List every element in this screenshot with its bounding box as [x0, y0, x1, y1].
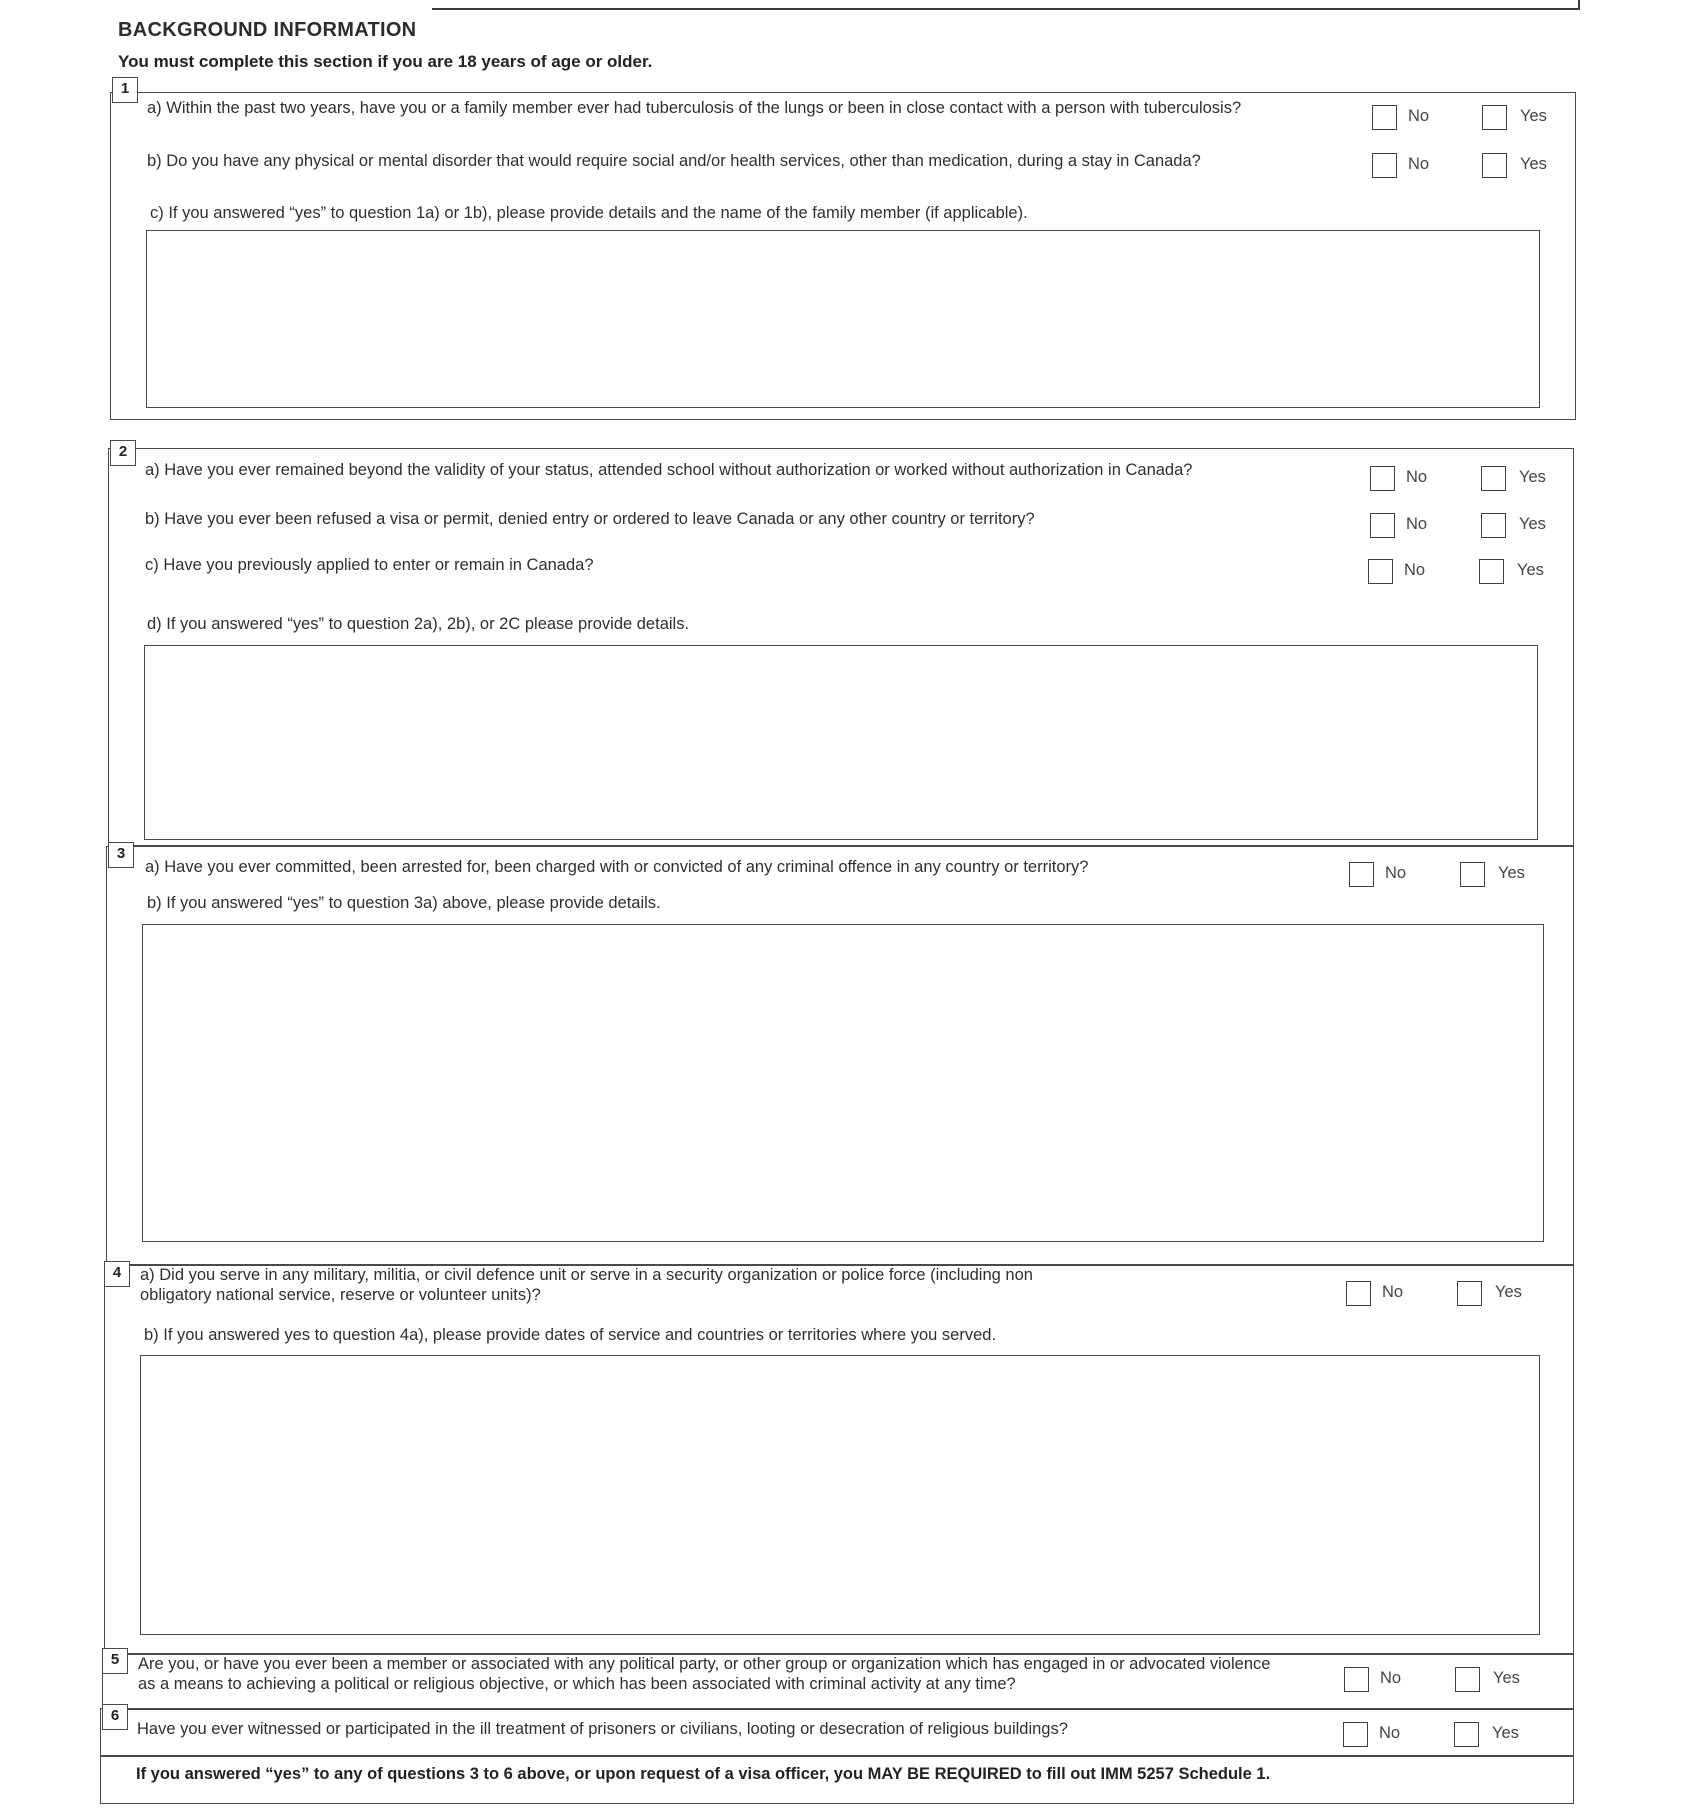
question-2c: c) Have you previously applied to enter or remain in Canada?: [145, 556, 594, 574]
q3a-yes-label: Yes: [1498, 864, 1525, 882]
section-instruction: You must complete this section if you are 18 years of age or older.: [118, 52, 653, 71]
q2b-no-checkbox[interactable]: [1370, 513, 1395, 538]
q4a-no-checkbox[interactable]: [1346, 1281, 1371, 1306]
question-3a: a) Have you ever committed, been arrested for, been charged with or convicted of any criminal offence in any country or territory?: [145, 858, 1089, 876]
section-1-number: 1: [112, 77, 138, 103]
page-title: BACKGROUND INFORMATION: [118, 19, 417, 41]
section-4-number: 4: [104, 1261, 130, 1287]
q1a-no-label: No: [1408, 107, 1430, 125]
question-4a-line1: a) Did you serve in any military, militia, or civil defence unit or serve in a security organization or police force (including non: [140, 1266, 1033, 1284]
q3a-no-checkbox[interactable]: [1349, 862, 1374, 887]
q2a-no-label: No: [1406, 468, 1428, 486]
schedule-1-notice: If you answered “yes” to any of questions 3 to 6 above, or upon request of a visa officer, you MAY BE REQUIRED to fill out IMM 5257 Schedule 1.: [136, 1765, 1271, 1783]
q1b-no-checkbox[interactable]: [1372, 153, 1397, 178]
q2b-no-label: No: [1406, 515, 1428, 533]
q6-no-checkbox[interactable]: [1343, 1722, 1368, 1747]
top-border-corner: [1578, 0, 1580, 10]
q1b-no-label: No: [1408, 155, 1430, 173]
question-6: Have you ever witnessed or participated in the ill treatment of prisoners or civilians, looting or desecration of religious buildings?: [137, 1720, 1068, 1738]
question-3b: b) If you answered “yes” to question 3a) above, please provide details.: [147, 894, 661, 912]
q5-yes-checkbox[interactable]: [1455, 1667, 1480, 1692]
q2c-yes-checkbox[interactable]: [1479, 559, 1504, 584]
section-3-number: 3: [108, 842, 134, 868]
q1a-yes-label: Yes: [1520, 107, 1547, 125]
question-1a: a) Within the past two years, have you or a family member ever had tuberculosis of the lungs or been in close contact with a person with tuberculosis?: [147, 99, 1242, 117]
q6-no-label: No: [1379, 1724, 1401, 1742]
q2c-no-label: No: [1404, 561, 1426, 579]
q1b-yes-label: Yes: [1520, 155, 1547, 173]
footer-divider: [100, 1755, 1574, 1757]
question-2a: a) Have you ever remained beyond the validity of your status, attended school without authorization or worked without authorization in Canada?: [145, 461, 1193, 479]
question-4b: b) If you answered yes to question 4a), please provide dates of service and countries or territories where you served.: [144, 1326, 997, 1344]
q2c-no-checkbox[interactable]: [1368, 559, 1393, 584]
question-5-line2: as a means to achieving a political or religious objective, or which has been associated with criminal activity at any time?: [138, 1675, 1016, 1693]
q1a-no-checkbox[interactable]: [1372, 105, 1397, 130]
question-2d: d) If you answered “yes” to question 2a), 2b), or 2C please provide details.: [147, 615, 690, 633]
q4a-yes-label: Yes: [1495, 1283, 1522, 1301]
q5-no-label: No: [1380, 1669, 1402, 1687]
q4b-details-textarea[interactable]: [140, 1355, 1540, 1635]
q1a-yes-checkbox[interactable]: [1482, 105, 1507, 130]
question-2b: b) Have you ever been refused a visa or permit, denied entry or ordered to leave Canada or any other country or territory?: [145, 510, 1035, 528]
q2b-yes-checkbox[interactable]: [1481, 513, 1506, 538]
q2c-yes-label: Yes: [1517, 561, 1544, 579]
section-5-number: 5: [102, 1648, 128, 1674]
top-border-line: [432, 8, 1580, 10]
q1c-details-textarea[interactable]: [146, 230, 1540, 408]
q5-no-checkbox[interactable]: [1344, 1667, 1369, 1692]
q2a-yes-checkbox[interactable]: [1481, 466, 1506, 491]
q3a-no-label: No: [1385, 864, 1407, 882]
q6-yes-checkbox[interactable]: [1454, 1722, 1479, 1747]
question-4a-line2: obligatory national service, reserve or volunteer units)?: [140, 1286, 541, 1304]
q2a-yes-label: Yes: [1519, 468, 1546, 486]
question-1c: c) If you answered “yes” to question 1a) or 1b), please provide details and the name of the family member (if applicable).: [150, 204, 1028, 222]
section-6-number: 6: [102, 1704, 128, 1730]
q5-yes-label: Yes: [1493, 1669, 1520, 1687]
question-1b: b) Do you have any physical or mental disorder that would require social and/or health services, other than medication, during a stay in Canada?: [147, 152, 1201, 170]
q4a-no-label: No: [1382, 1283, 1404, 1301]
question-5-line1: Are you, or have you ever been a member or associated with any political party, or other group or organization which has engaged in or advocated violence: [138, 1655, 1271, 1673]
q2a-no-checkbox[interactable]: [1370, 466, 1395, 491]
q6-yes-label: Yes: [1492, 1724, 1519, 1742]
q3a-yes-checkbox[interactable]: [1460, 862, 1485, 887]
section-2-number: 2: [110, 440, 136, 466]
q2b-yes-label: Yes: [1519, 515, 1546, 533]
q2d-details-textarea[interactable]: [144, 645, 1538, 840]
q1b-yes-checkbox[interactable]: [1482, 153, 1507, 178]
q3b-details-textarea[interactable]: [142, 924, 1544, 1242]
q4a-yes-checkbox[interactable]: [1457, 1281, 1482, 1306]
